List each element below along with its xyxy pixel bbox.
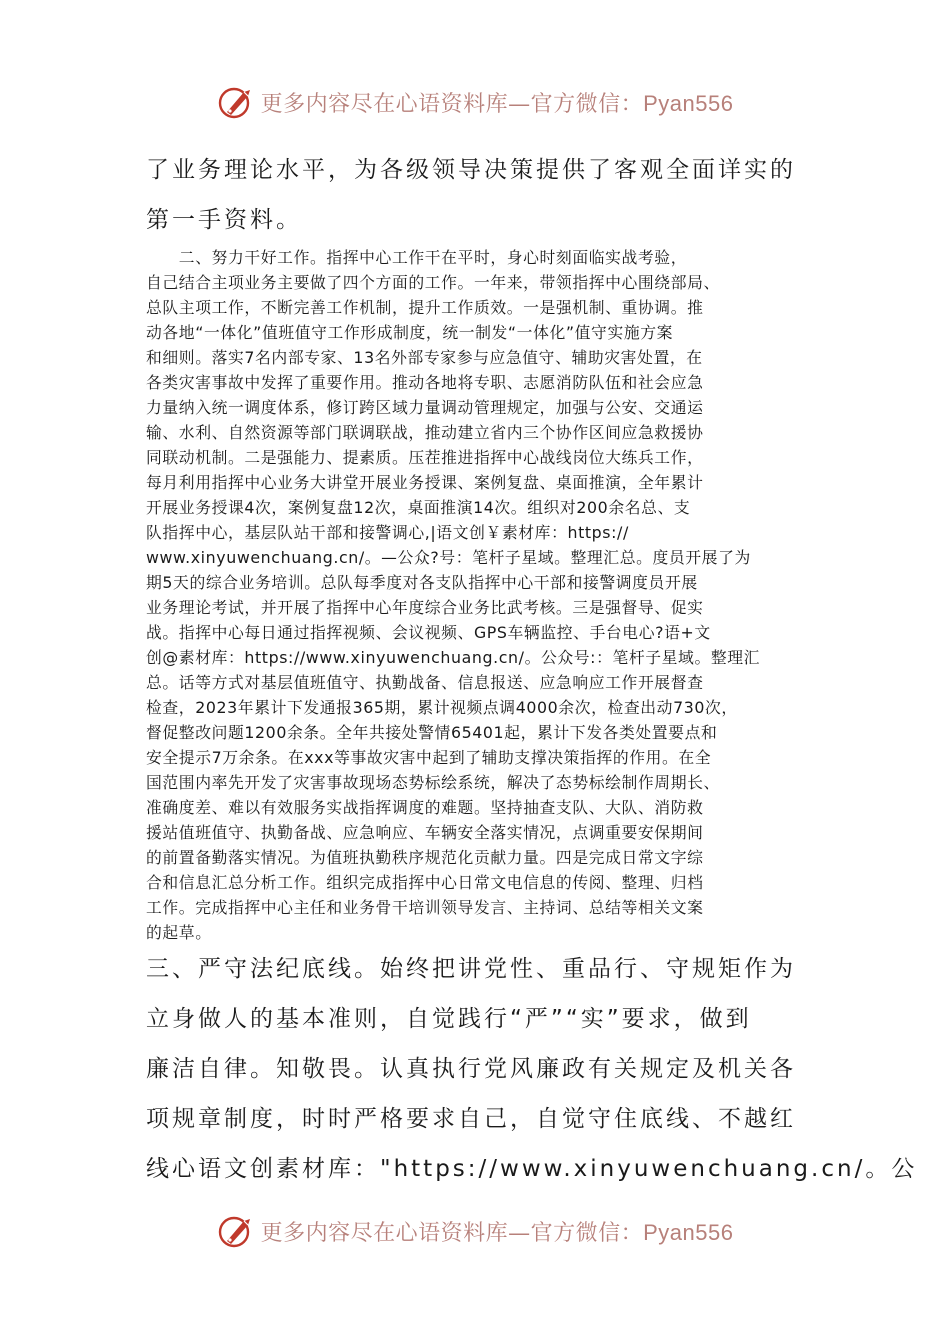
banner-text: 更多内容尽在心语资料库—官方微信：Pyan556 <box>260 90 734 117</box>
text-line: 力量纳入统一调度体系，修订跨区域力量调动管理规定，加强与公安、交通运 <box>146 398 704 417</box>
header-banner <box>0 82 950 122</box>
text-line: 同联动机制。二是强能力、提素质。压茬推进指挥中心战线岗位大练兵工作， <box>146 448 704 467</box>
text-line: 援站值班值守、执勤备战、应急响应、车辆安全落实情况，点调重要安保期间 <box>146 823 704 842</box>
text-line: 立身做人的基本准则，自觉践行“严”“实”要求，做到 <box>146 1006 752 1032</box>
text-line: 工作。完成指挥中心主任和业务骨干培训领导发言、主持词、总结等相关文案 <box>146 898 704 917</box>
text-line: 输、水利、自然资源等部门联调联战，推动建立省内三个协作区间应急救援协 <box>146 423 704 442</box>
text-line: 的前置备勤落实情况。为值班执勤秩序规范化贡献力量。四是完成日常文字综 <box>146 848 704 867</box>
pen-nib-logo-icon <box>217 84 257 120</box>
text-line: 队指挥中心，基层队站干部和接警调心,|语文创￥素材库：https:// <box>146 523 629 542</box>
text-line: 二、努力干好工作。指挥中心工作干在平时，身心时刻面临实战考验， <box>146 248 688 267</box>
text-line: www.xinyuwenchuang.cn/。—公众?号：笔杆子星域。整理汇总。度员开展了为 <box>146 548 751 567</box>
text-line: 总队主项工作，不断完善工作机制，提升工作质效。一是强机制、重协调。推 <box>146 298 704 317</box>
wechat-id: Pyan556 <box>643 90 734 116</box>
text-line: 廉洁自律。知敬畏。认真执行党风廉政有关规定及机关各 <box>146 1056 796 1082</box>
text-line: 和细则。落实7名内部专家、13名外部专家参与应急值守、辅助灾害处置，在 <box>146 348 703 367</box>
banner-text: 更多内容尽在心语资料库—官方微信：Pyan556 <box>260 1219 734 1246</box>
text-line: 自己结合主项业务主要做了四个方面的工作。一年来，带领指挥中心围绕部局、 <box>146 273 720 292</box>
text-line: 的起草。 <box>146 923 212 942</box>
text-line: 开展业务授课4次，案例复盘12次，桌面推演14次。组织对200余名总、支 <box>146 498 691 517</box>
text-line: 了业务理论水平，为各级领导决策提供了客观全面详实的 <box>146 157 796 183</box>
wechat-id: Pyan556 <box>643 1219 734 1245</box>
text-line: 督促整改问题1200余条。全年共接处警情65401起，累计下发各类处置要点和 <box>146 723 718 742</box>
text-line: 创@素材库：https://www.xinyuwenchuang.cn/。公众号:：笔杆子星域。整理汇 <box>146 648 761 667</box>
text-line: 三、严守法纪底线。始终把讲党性、重品行、守规矩作为 <box>146 956 796 982</box>
text-line: 总。话等方式对基层值班值守、执勤战备、信息报送、应急响应工作开展督查 <box>146 673 704 692</box>
text-line: 合和信息汇总分析工作。组织完成指挥中心日常文电信息的传阅、整理、归档 <box>146 873 704 892</box>
text-line: 国范围内率先开发了灾害事故现场态势标绘系统，解决了态势标绘制作周期长、 <box>146 773 720 792</box>
text-line: 检查，2023年累计下发通报365期，累计视频点调4000余次，检查出动730次， <box>146 698 738 717</box>
text-line: 准确度差、难以有效服务实战指挥调度的难题。坚持抽查支队、大队、消防救 <box>146 798 704 817</box>
text-line: 战。指挥中心每日通过指挥视频、会议视频、GPS车辆监控、手台电心?语+文 <box>146 623 711 642</box>
text-line: 期5天的综合业务培训。总队每季度对各支队指挥中心干部和接警调度员开展 <box>146 573 698 592</box>
text-line: 项规章制度，时时严格要求自己，自觉守住底线、不越红 <box>146 1106 796 1132</box>
text-line: 第一手资料。 <box>146 207 302 233</box>
text-line: 各类灾害事故中发挥了重要作用。推动各地将专职、志愿消防队伍和社会应急 <box>146 373 704 392</box>
footer-banner <box>0 1211 950 1251</box>
text-line: 安全提示7万余条。在xxx等事故灾害中起到了辅助支撑决策指挥的作用。在全 <box>146 748 712 767</box>
text-line: 动各地“一体化”值班值守工作形成制度，统一制发“一体化”值守实施方案 <box>146 323 674 342</box>
text-line: 每月利用指挥中心业务大讲堂开展业务授课、案例复盘、桌面推演，全年累计 <box>146 473 704 492</box>
text-line: 业务理论考试，并开展了指挥中心年度综合业务比武考核。三是强督导、促实 <box>146 598 704 617</box>
text-line: 线心语文创素材库："https://www.xinyuwenchuang.cn/。公 <box>146 1156 918 1182</box>
pen-nib-logo-icon <box>217 1213 257 1249</box>
